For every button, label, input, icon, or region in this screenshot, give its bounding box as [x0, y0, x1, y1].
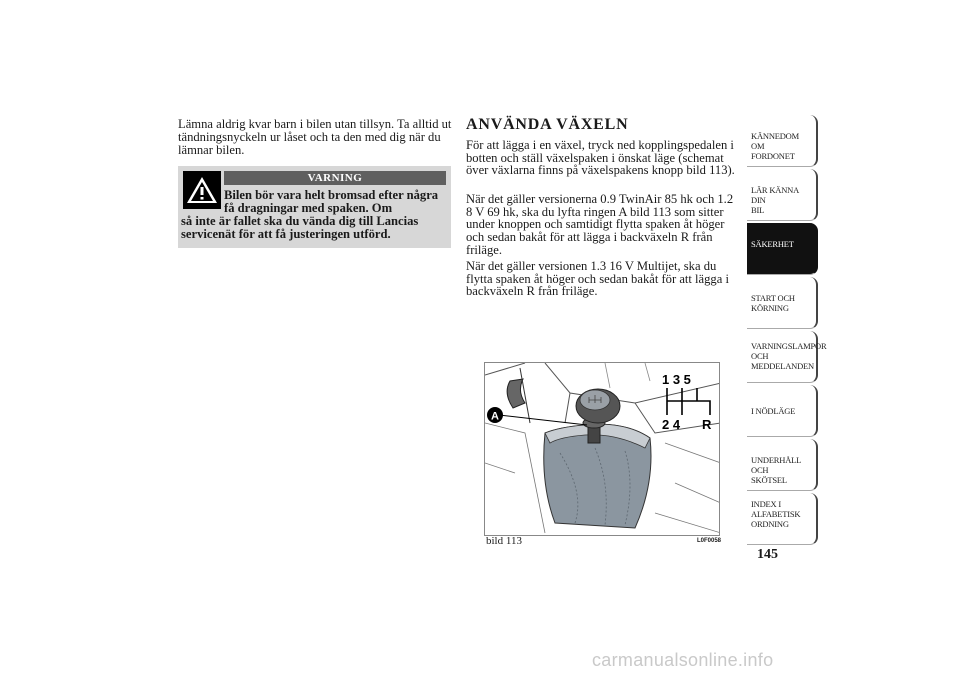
tab-varningslampor[interactable]: VARNINGSLAMPOR OCH MEDDELANDEN — [747, 331, 818, 383]
figure-code: L0F0058 — [697, 538, 722, 544]
tab-underhall-och-skotsel[interactable]: UNDERHÅLL OCH SKÖTSEL — [747, 439, 818, 491]
callout-label-a: A — [491, 410, 499, 423]
tab-sakerhet[interactable]: SÄKERHET — [747, 223, 818, 275]
tab-lar-kanna-din-bil[interactable]: LÄR KÄNNA DIN BIL — [747, 169, 818, 221]
warning-text-indented: Bilen bör vara helt bromsad efter några få dragningar med spaken. Om — [224, 188, 439, 215]
paragraph-1: För att lägga i en växel, tryck ned kopplingspedalen i botten och ställ växelspaken i önskat läge (schemat över växlarna finns på växelspakens knopp bild 113). — [466, 138, 735, 178]
warning-box — [178, 166, 451, 248]
figure-caption: bild 113 — [486, 535, 522, 547]
warning-heading: VARNING — [224, 171, 446, 185]
paragraph-3: När det gäller versionen 1.3 16 V Multijet, ska du flytta spaken åt höger och sedan bakåt för att lägga i backväxeln R från friläge. — [466, 259, 729, 299]
watermark: carmanualsonline.info — [592, 650, 774, 670]
warning-triangle-icon — [183, 171, 221, 209]
gear-pattern-bottom: 2 4 — [662, 417, 681, 432]
section-title: ANVÄNDA VÄXELN — [466, 116, 629, 133]
gear-pattern-top: 1 3 5 — [662, 372, 691, 387]
warning-text-full: så inte är fallet ska du vända dig till Lancias servicenät för att få justeringen utförd. — [181, 214, 419, 241]
tab-i-nodlage[interactable]: I NÖDLÄGE — [747, 385, 818, 437]
gear-pattern-reverse: R — [702, 417, 712, 432]
gear-lever-illustration — [484, 362, 720, 536]
paragraph-2: När det gäller versionerna 0.9 TwinAir 85 hk och 1.2 8 V 69 hk, ska du lyfta ringen A bild 113 som sitter under knoppen och samtidigt flytta spaken åt höger och sedan bakåt för att lägga i backväxeln R från friläge. — [466, 192, 734, 257]
intro-paragraph: Lämna aldrig kvar barn i bilen utan tillsyn. Ta alltid ut tändningsnyckeln ur låset och ta den med dig när du lämnar bilen. — [178, 117, 452, 157]
page-number: 145 — [757, 547, 778, 562]
tab-index[interactable]: INDEX I ALFABETISK ORDNING — [747, 493, 818, 545]
tab-kannedom-om-fordonet[interactable]: KÄNNEDOM OM FORDONET — [747, 115, 818, 167]
tab-start-och-korning[interactable]: START OCH KÖRNING — [747, 277, 818, 329]
